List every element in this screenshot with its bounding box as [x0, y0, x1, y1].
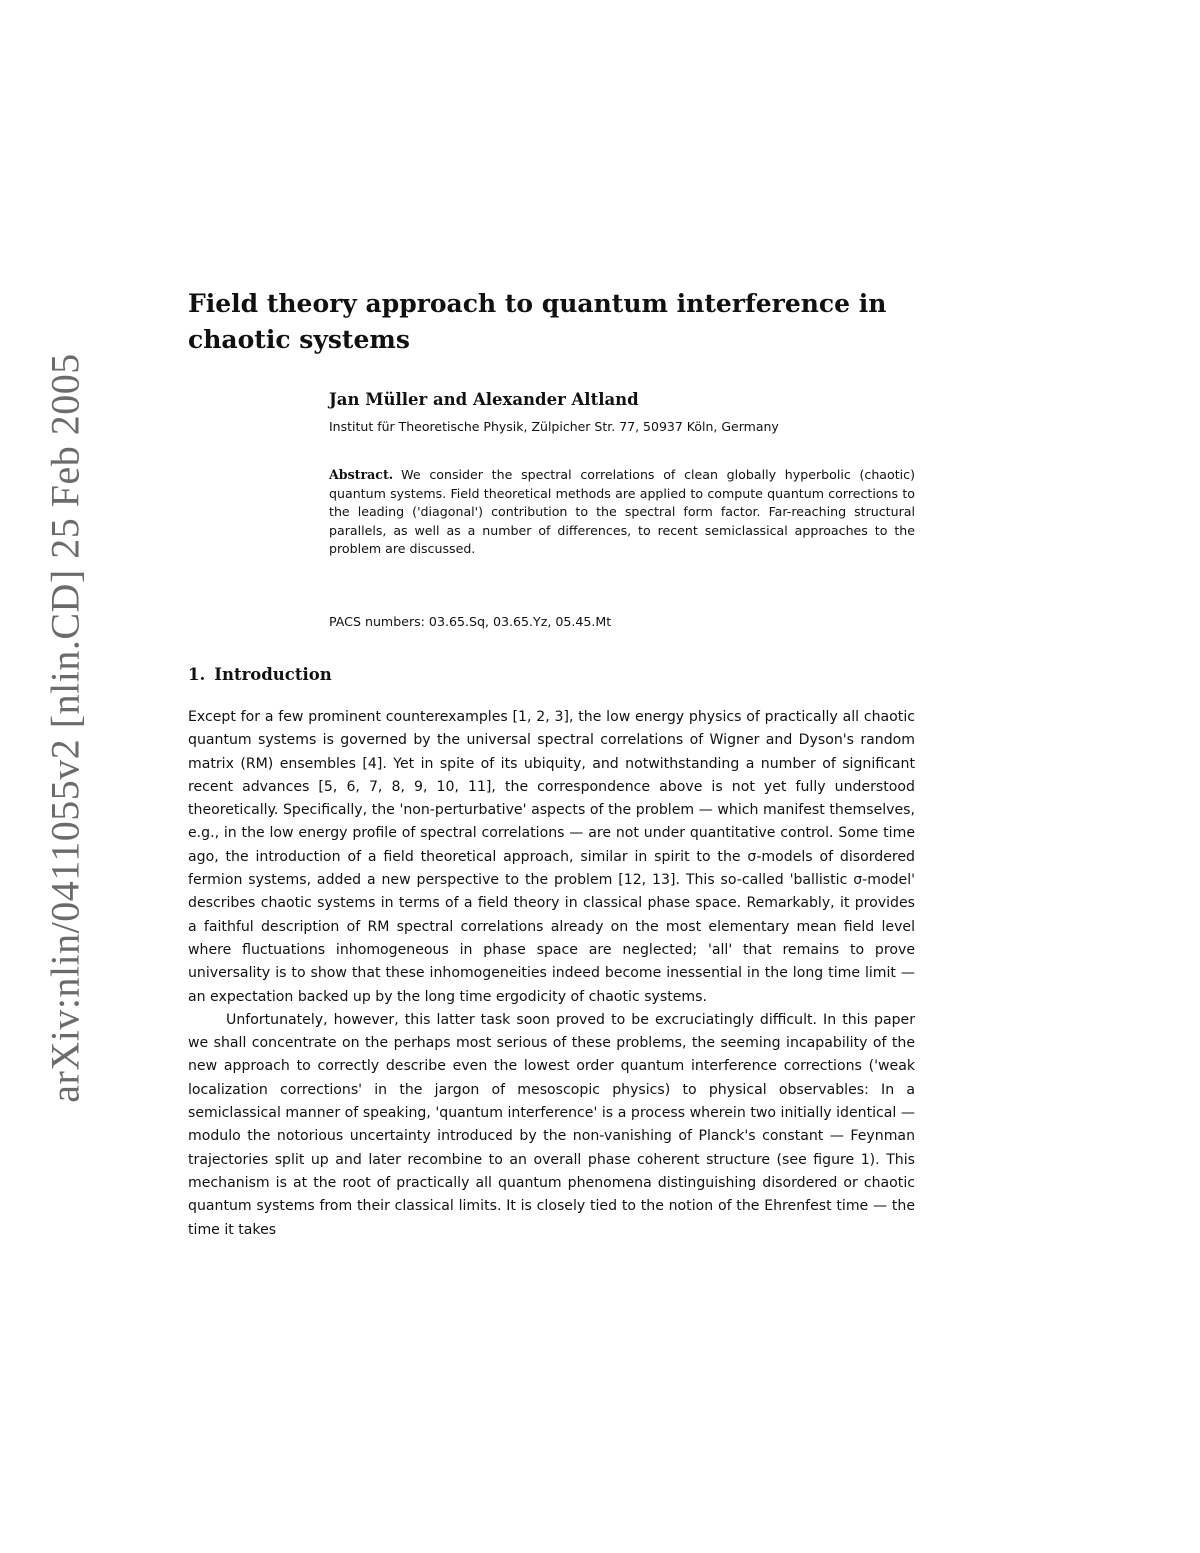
section-heading-introduction	[188, 664, 332, 686]
abstract-label: Abstract.	[329, 467, 394, 482]
paper-title: Field theory approach to quantum interference in chaotic systems	[188, 289, 887, 354]
section-title: Introduction	[214, 665, 332, 684]
body-paragraph: Unfortunately, however, this latter task soon proved to be excruciatingly difficult. In this paper we shall concentrate on the perhaps most serious of these problems, the seeming incapability of the new approach to correctly describe even the lowest order quantum interference corrections ('weak localization corrections' in the jargon of mesoscopic physics) to physical observables: In a semiclassical manner of speaking, 'quantum interference' is a process wherein two initially identical — modulo the notorious uncertainty introduced by the non-vanishing of Planck's constant — Feynman trajectories split up and later recombine to an overall phase coherent structure (see figure 1). This mechanism is at the root of practically all quantum phenomena distinguishing disordered or chaotic quantum systems from their classical limits. It is closely tied to the notion of the Ehrenfest time — the time it takes	[188, 1011, 915, 1238]
author-list: Jan Müller and Alexander Altland	[329, 390, 639, 409]
pacs-numbers: PACS numbers: 03.65.Sq, 03.65.Yz, 05.45.Mt	[329, 614, 612, 629]
abstract-block	[329, 466, 915, 559]
introduction-body	[188, 706, 915, 1242]
abstract-text: We consider the spectral correlations of clean globally hyperbolic (chaotic) quantum systems. Field theoretical methods are applied to compute quantum corrections to the leading ('diagonal') contribution to the spectral form factor. Far-reaching structural parallels, as well as a number of differences, to recent semiclassical approaches to the problem are discussed.	[329, 467, 915, 557]
body-paragraph: Except for a few prominent counterexamples [1, 2, 3], the low energy physics of practically all chaotic quantum systems is governed by the universal spectral correlations of Wigner and Dyson's random matrix (RM) ensembles [4]. Yet in spite of its ubiquity, and notwithstanding a number of significant recent advances [5, 6, 7, 8, 9, 10, 11], the correspondence above is not yet fully understood theoretically. Specifically, the 'non-perturbative' aspects of the problem — which manifest themselves, e.g., in the low energy profile of spectral correlations — are not under quantitative control. Some time ago, the introduction of a field theoretical approach, similar in spirit to the σ-models of disordered fermion systems, added a new perspective to the problem [12, 13]. This so-called 'ballistic σ-model' describes chaotic systems in terms of a field theory in classical phase space. Remarkably, it provides a faithful description of RM spectral correlations already on the most elementary mean field level where fluctuations inhomogeneous in phase space are neglected; 'all' that remains to prove universality is to show that these inhomogeneities indeed become inessential in the long time limit — an expectation backed up by the long time ergodicity of chaotic systems.	[188, 709, 915, 1005]
arxiv-identifier-stamp: arXiv:nlin/0411055v2 [nlin.CD] 25 Feb 2005	[42, 353, 88, 1103]
section-number: 1.	[188, 665, 206, 684]
author-affiliation: Institut für Theoretische Physik, Zülpicher Str. 77, 50937 Köln, Germany	[329, 419, 779, 434]
